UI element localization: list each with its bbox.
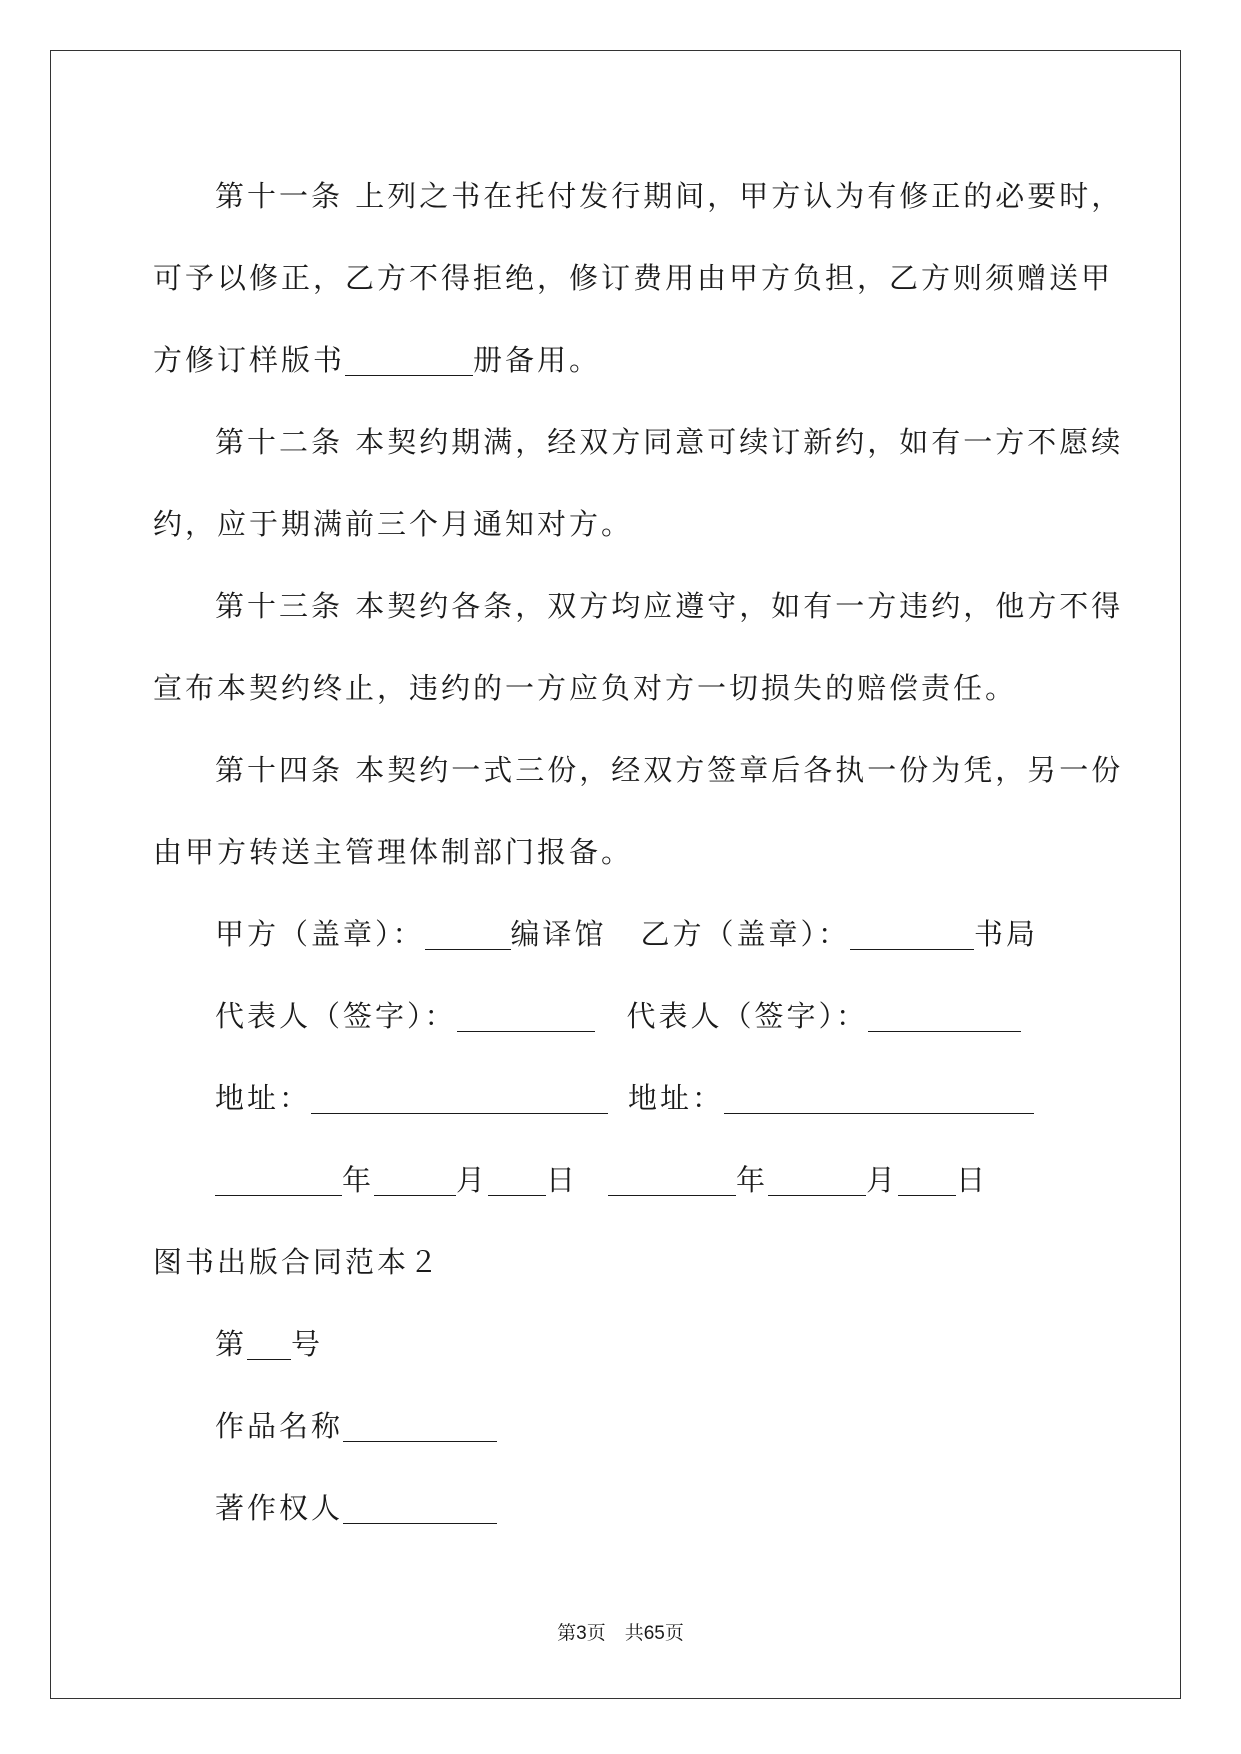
addr-b-label: 地址： — [628, 1081, 725, 1115]
document-body — [153, 155, 1124, 1549]
footer-page-suffix: 页 — [664, 1623, 684, 1644]
footer-page-number: 3 — [576, 1623, 587, 1644]
copyright-holder-row — [153, 1467, 1088, 1549]
rep-b-label: 代表人（签字）： — [626, 999, 869, 1033]
copies-blank[interactable] — [345, 345, 473, 376]
party-b-suffix: 书局 — [974, 917, 1039, 951]
contract-number-prefix: 第 — [215, 1327, 248, 1361]
date-a-year-label: 年 — [342, 1163, 375, 1197]
date-a-month-blank[interactable] — [374, 1165, 456, 1196]
article-11-line-3 — [153, 319, 1088, 401]
rep-a-blank[interactable] — [457, 1001, 595, 1032]
copyright-holder-blank[interactable] — [343, 1493, 497, 1524]
address-row — [153, 1057, 1088, 1139]
date-b-month-blank[interactable] — [768, 1165, 866, 1196]
party-seal-row — [153, 893, 1088, 975]
date-b-year-blank[interactable] — [608, 1165, 736, 1196]
copyright-holder-label: 著作权人 — [215, 1491, 344, 1525]
date-b-year-label: 年 — [736, 1163, 769, 1197]
article-13-line-2: 宣布本契约终止，违约的一方应负对方一切损失的赔偿责任。 — [153, 671, 1018, 705]
representative-row — [153, 975, 1088, 1057]
work-name-blank[interactable] — [343, 1411, 497, 1442]
date-a-month-label: 月 — [456, 1163, 489, 1197]
article-13-line-1: 第十三条 本契约各条，双方均应遵守，如有一方违约，他方不得 — [215, 589, 1124, 623]
date-row — [153, 1139, 1088, 1221]
section-2-title: 图书出版合同范本２ — [153, 1245, 442, 1279]
date-b-month-label: 月 — [866, 1163, 899, 1197]
date-b-day-label: 日 — [956, 1163, 989, 1197]
contract-number-row — [153, 1303, 1088, 1385]
addr-a-blank[interactable] — [311, 1083, 608, 1114]
party-b-seal-blank[interactable] — [850, 919, 974, 950]
contract-number-blank[interactable] — [247, 1329, 291, 1360]
party-a-suffix: 编译馆 — [510, 917, 607, 951]
rep-a-label: 代表人（签字）： — [215, 999, 457, 1033]
party-b-seal-label: 乙方（盖章）： — [640, 917, 851, 951]
article-11-line-3-suffix: 册备用。 — [473, 343, 602, 377]
footer-page-middle: 页 共 — [586, 1623, 644, 1644]
article-14-line-2: 由甲方转送主管理体制部门报备。 — [153, 835, 634, 869]
addr-b-blank[interactable] — [724, 1083, 1034, 1114]
date-a-year-blank[interactable] — [215, 1165, 342, 1196]
date-b-day-blank[interactable] — [898, 1165, 956, 1196]
rep-b-blank[interactable] — [868, 1001, 1021, 1032]
work-name-row — [153, 1385, 1088, 1467]
article-12-line-1: 第十二条 本契约期满，经双方同意可续订新约，如有一方不愿续 — [215, 425, 1124, 459]
footer-page-prefix: 第 — [557, 1623, 577, 1644]
article-12-line-2: 约，应于期满前三个月通知对方。 — [153, 507, 634, 541]
article-11-line-1: 第十一条 上列之书在托付发行期间，甲方认为有修正的必要时， — [215, 179, 1124, 213]
date-a-day-label: 日 — [546, 1163, 579, 1197]
article-11-line-2: 可予以修正，乙方不得拒绝，修订费用由甲方负担，乙方则须赠送甲 — [153, 261, 1114, 295]
article-11-line-3-text: 方修订样版书 — [153, 343, 346, 377]
page-footer — [0, 1618, 1241, 1645]
party-a-seal-label: 甲方（盖章）： — [215, 917, 425, 951]
work-name-label: 作品名称 — [215, 1409, 344, 1443]
footer-page-total: 65 — [643, 1623, 665, 1644]
party-a-seal-blank[interactable] — [425, 919, 511, 950]
addr-a-label: 地址： — [215, 1081, 312, 1115]
article-14-line-1: 第十四条 本契约一式三份，经双方签章后各执一份为凭，另一份 — [215, 753, 1124, 787]
contract-number-suffix: 号 — [291, 1327, 324, 1361]
date-a-day-blank[interactable] — [488, 1165, 546, 1196]
